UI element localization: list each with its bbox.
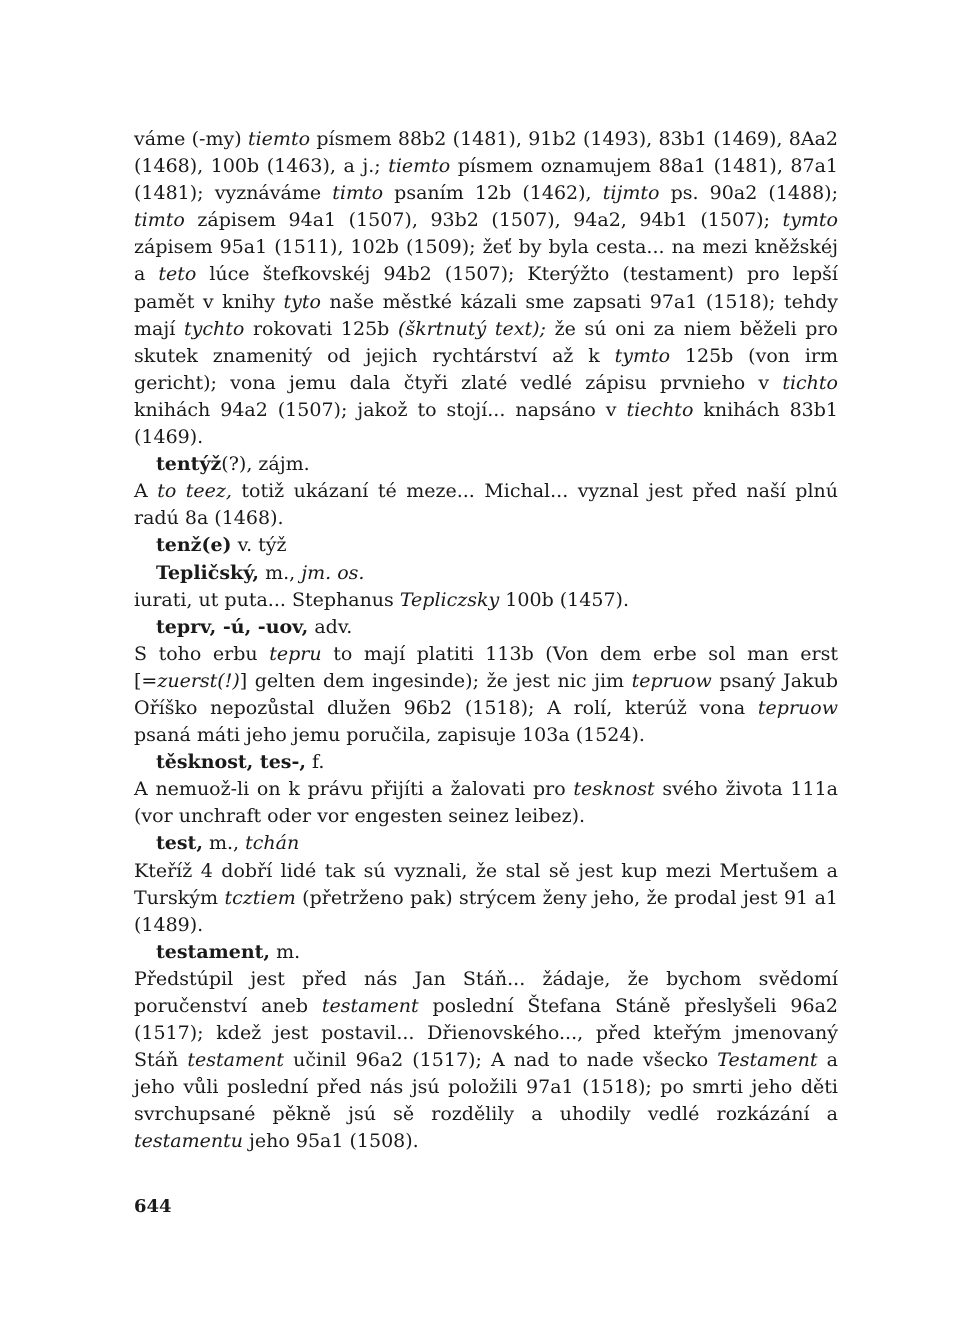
text: zápisem 94a1 (1507), 93b2 (1507), 94a2, 94b1 (1507);	[184, 209, 783, 232]
text: iurati, ut puta... Stephanus	[134, 588, 400, 611]
italic-text: tichto	[782, 371, 838, 394]
italic-text: testamentu	[134, 1130, 243, 1153]
text: svého života 111a (vor unchraft oder vor engesten seinez leibez).	[134, 778, 838, 828]
italic-text: tymto	[614, 344, 671, 367]
text: písmem 88b2 (1481), 91b2 (1493), 83b1 (1469), 8Aa2 (1468), 100b (1463), a j.;	[134, 128, 839, 178]
text: , zájm.	[246, 453, 310, 476]
italic-text: Testament	[717, 1049, 818, 1072]
dictionary-page	[134, 126, 838, 1156]
text: 125b (von irm gericht); vona jemu dala čtyři zlaté vedlé zápisu prvnieho v	[134, 344, 838, 394]
headword: tenž(e)	[156, 534, 232, 557]
entry-headword	[156, 560, 838, 587]
text: S toho erbu	[134, 642, 270, 665]
italic-text: tchán	[245, 832, 300, 855]
entry-headword	[156, 614, 838, 641]
page-number: 644	[134, 1196, 172, 1217]
entry-headword	[156, 451, 838, 478]
italic-text: tiemto	[388, 155, 451, 178]
italic-text: tepru	[269, 642, 322, 665]
italic-text: teto	[158, 263, 197, 286]
italic-text: tychto	[183, 317, 245, 340]
text: psaním 12b (1462),	[383, 182, 603, 205]
italic-text: testament	[321, 995, 419, 1017]
text: zápisem 95a1 (1511), 102b (1509); žeť by byla cesta... na mezi kněžskéj a	[134, 236, 838, 286]
text: m.,	[259, 561, 302, 584]
text: A	[134, 480, 158, 503]
italic-text: tiechto	[626, 398, 694, 421]
entry-citation	[134, 126, 838, 451]
headword: Tepličský,	[156, 561, 260, 584]
entry-citation	[134, 858, 838, 939]
italic-text: tymto	[782, 209, 838, 232]
text: totiž ukázaní té meze... Michal... vyznal jest před naší plnú radú 8a (1468).	[134, 480, 838, 530]
text: váme (-my)	[134, 128, 248, 150]
text: učinil 96a2 (1517); A nad to nade všecko	[284, 1049, 718, 1072]
text: m.	[270, 940, 301, 963]
entry-headword	[156, 749, 838, 776]
entry-citation	[134, 587, 838, 614]
headword: těsknost, tes-,	[156, 751, 306, 774]
text: A nemuož-li on k právu přijíti a žalovati pro	[134, 778, 574, 801]
text: knihách 94a2 (1507); jakož to stojí... napsáno v	[134, 398, 627, 421]
italic-text: tijmto	[602, 182, 660, 205]
italic-text: tcztiem	[224, 886, 296, 909]
italic-text: tepruow	[757, 696, 838, 719]
text: naše městké kázali sme zapsati 97a1 (1518); tehdy mají	[134, 290, 838, 340]
text: f.	[305, 751, 325, 774]
text: jeho 95a1 (1508).	[242, 1130, 419, 1153]
text: Kteříž 4 dobří lidé tak sú vyznali, že stal sě jest kup mezi Mertušem a Turským	[134, 859, 838, 909]
text: psaná máti jeho jemu poručila, zapisuje 103a (1524).	[134, 724, 645, 747]
italic-text: Tepliczsky	[399, 588, 500, 611]
entry-citation	[134, 478, 838, 532]
entry-citation	[134, 641, 838, 749]
text: ] gelten dem ingesinde); že jest nic jim	[239, 669, 632, 692]
headword: test,	[156, 832, 203, 855]
text: lúce štefkovskéj 94b2 (1507); Kterýžto (testament) pro lepší pamět v knihy	[134, 263, 838, 313]
italic-text: timto	[134, 209, 185, 232]
italic-text: testament	[187, 1049, 285, 1072]
text: (?)	[221, 453, 247, 476]
italic-text: tyto	[283, 290, 321, 313]
italic-text: to teez,	[157, 480, 232, 503]
headword: tentýž	[156, 453, 222, 476]
text: poslední Štefana Stáně přeslyšeli 96a2 (1517); kdež jest postavil... Dřienovského..., před kteřým jmenovaný Stáň	[134, 995, 838, 1072]
italic-text: jm. os.	[301, 561, 365, 584]
italic-text: tesknost	[573, 778, 655, 801]
text: v. týž	[231, 534, 287, 557]
text: psaný Jakub Oříško nepozůstal dlužen 96b2 (1518); A rolí, kterúž vona	[134, 669, 838, 719]
text: písmem oznamujem 88a1 (1481), 87a1 (1481); vyznáváme	[134, 155, 838, 205]
italic-text: timto	[332, 182, 384, 205]
italic-text: tepruow	[631, 669, 712, 692]
text: a jeho vůli poslední před nás jsú položili 97a1 (1518); po smrti jeho děti svrchupsané pěkně jsú sě rozdělily a uhodily vedlé rozkázání a	[134, 1049, 838, 1126]
entry-headword	[156, 532, 838, 559]
text: adv.	[308, 615, 353, 638]
entry-citation	[134, 966, 838, 1156]
text: to mají platiti 113b (Von dem erbe sol man erst [	[134, 642, 838, 692]
entry-headword	[156, 939, 838, 966]
text: knihách 83b1 (1469).	[134, 398, 838, 449]
text: ps. 90a2 (1488);	[659, 182, 838, 205]
italic-text: (škrtnutý text);	[397, 317, 546, 340]
text: rokovati 125b	[244, 317, 398, 340]
headword: testament,	[156, 940, 271, 963]
text: (přetrženo pak) strýcem ženy jeho, že prodal jest 91 a1 (1489).	[134, 886, 838, 936]
entry-headword	[156, 830, 838, 857]
italic-text: =zuerst(!)	[141, 669, 240, 692]
headword: teprv, -ú, -uov,	[156, 615, 309, 638]
text: 100b (1457).	[499, 588, 629, 611]
text: Předstúpil jest před nás Jan Stáň... žádaje, že bychom svědomí poručenství aneb	[134, 967, 838, 1017]
text: m.,	[202, 832, 246, 855]
italic-text: tiemto	[247, 128, 311, 150]
text: že sú oni za niem běželi pro skutek znamenitý od jejich rychtárství až k	[134, 317, 838, 367]
entry-citation	[134, 776, 838, 830]
